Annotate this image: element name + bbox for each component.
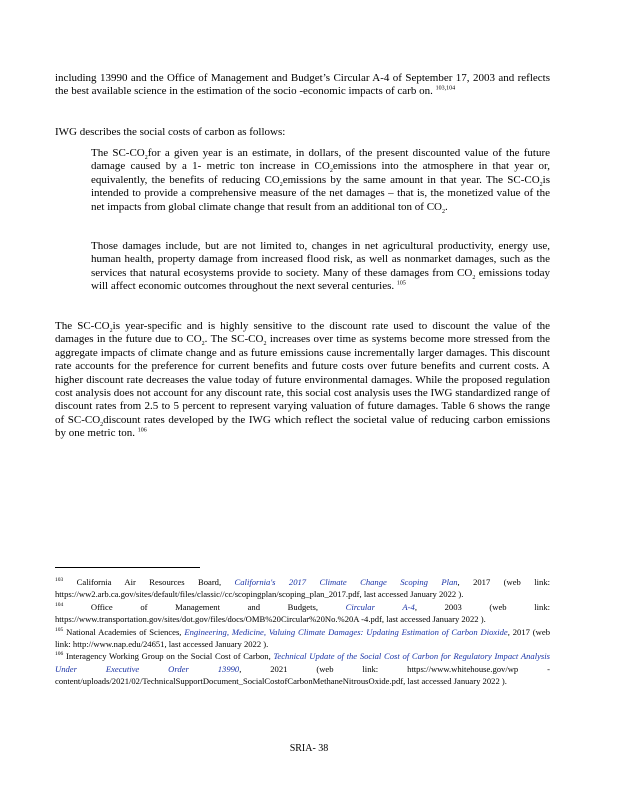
quote-block-2: Those damages include, but are not limited to, changes in net agricultural productivity, energy use, human health, property damage from increased flood risk, as well as nonmarket damages, such as the services that natural ecosystems provide to society. Many of these damages from $CO_2$ emissions today will affect economic outcomes throughout the next several centuries. $^{105}$ <box>91 240 550 293</box>
paragraph-sc-co2: The $SC-CO_2is$ year-specific and is highly sensitive to the discount rate used to discount the value of the damages in the future due to $CO_2$. The $SC-CO_2$ increases over time as systems become more stressed from the aggregate impacts of climate change and as future emissions cause incrementally larger damages. This discount rate accounts for the preference for current benefits and future costs over future benefits and current costs. A higher discount rate decreases the value today of future environmental damages. While the proposed regulation cost analysis does not account for any discount rate, this social cost analysis uses the IWG standardized range of discount rates from 2.5 to 5 percent to represent varying valuation of future damages. Table 6 shows the range of $SC-CO_2discount$ rates developed by the IWG which reflect the societal value of reducing carbon emissions by one metric ton. $^{106}$ <box>55 320 551 440</box>
paragraph-intro <box>55 72 550 99</box>
footnote-103-title-link[interactable]: California's 2017 Climate Change Scoping Plan <box>234 577 458 587</box>
footnote-ref-103-104[interactable]: 103,104 <box>435 85 456 92</box>
footnote-106: $^{106}$ Interagency Working Group on the Social Cost of Carbon, Technical Update of the Social Cost of Carbon for Regulatory Impact Analysis Under Executive Order 13990, 2021 (web link: https://www.whitehouse.gov/wp - content/uploads/2021/02/TechnicalSupportDocument_SocialCostofCarbonMethaneNitrousOxide.pdf, last accessed January 2022 ). <box>55 651 550 687</box>
footnote-104-title-link[interactable]: Circular A-4 <box>345 601 415 612</box>
footnote-105: $^{105}$ National Academies of Sciences, Engineering, Medicine, Valuing Climate Damages: Updating Estimation of Carbon Dioxide, 2017 (web link: http://www.nap.edu/24651, last accessed January 2022 ). <box>55 626 550 650</box>
footnote-103: $^{103}$ California Air Resources Board, California's 2017 Climate Change Scoping Plan, 2017 (web link: https://ww2.arb.ca.gov/sites/default/files/classic//cc/scopingplan/scoping_plan_2017.pdf, last accessed January 2022 ). <box>55 577 550 600</box>
paragraph-intro-text: including 13990 and the Office of Management and Budget’s Circular A-4 of September 17, 2003 and reflects the best available science in the estimation of the socio -economic impacts of carb on. <box>55 72 550 98</box>
footnote-divider <box>55 567 200 568</box>
footnote-ref-105[interactable]: 105 <box>396 280 406 287</box>
footnotes <box>55 576 550 688</box>
paragraph-iwg-describes: IWG describes the social costs of carbon as follows: <box>55 126 286 138</box>
quote-block-1: The $SC-CO_2for$ a given year is an estimate, in dollars, of the present discounted value of the future damage caused by a 1- metric ton increase in $CO_2emissions$ into the atmosphere in that year or, equivalently, the benefits of reducing $CO_2emissions$ by the same amount in that year. The $SC-CO_2is$ intended to provide a comprehensive measure of the net damages – that is, the monetized value of the net impacts from global climate change that result from an additional ton of $CO_2$. <box>91 147 551 215</box>
page-number: SRIA- 38 <box>289 743 329 754</box>
footnote-104: $^{104}$ Office of Management and Budgets, Circular A-4, 2003 (web link: https://www.transportation.gov/sites/dot.gov/files/docs/OMB%20Circular%20No.%20A -4.pdf, last accessed January 2022 ). <box>55 601 551 625</box>
footnote-ref-106[interactable]: 106 <box>137 427 147 434</box>
footnote-106-title-link[interactable]: Technical Update of the Social Cost of Carbon for Regulatory Impact Analysis Under Executive Order 13990 <box>55 651 550 674</box>
footnote-105-title-link[interactable]: Engineering, Medicine, Valuing Climate Damages: Updating Estimation of Carbon Dioxide <box>184 626 508 637</box>
